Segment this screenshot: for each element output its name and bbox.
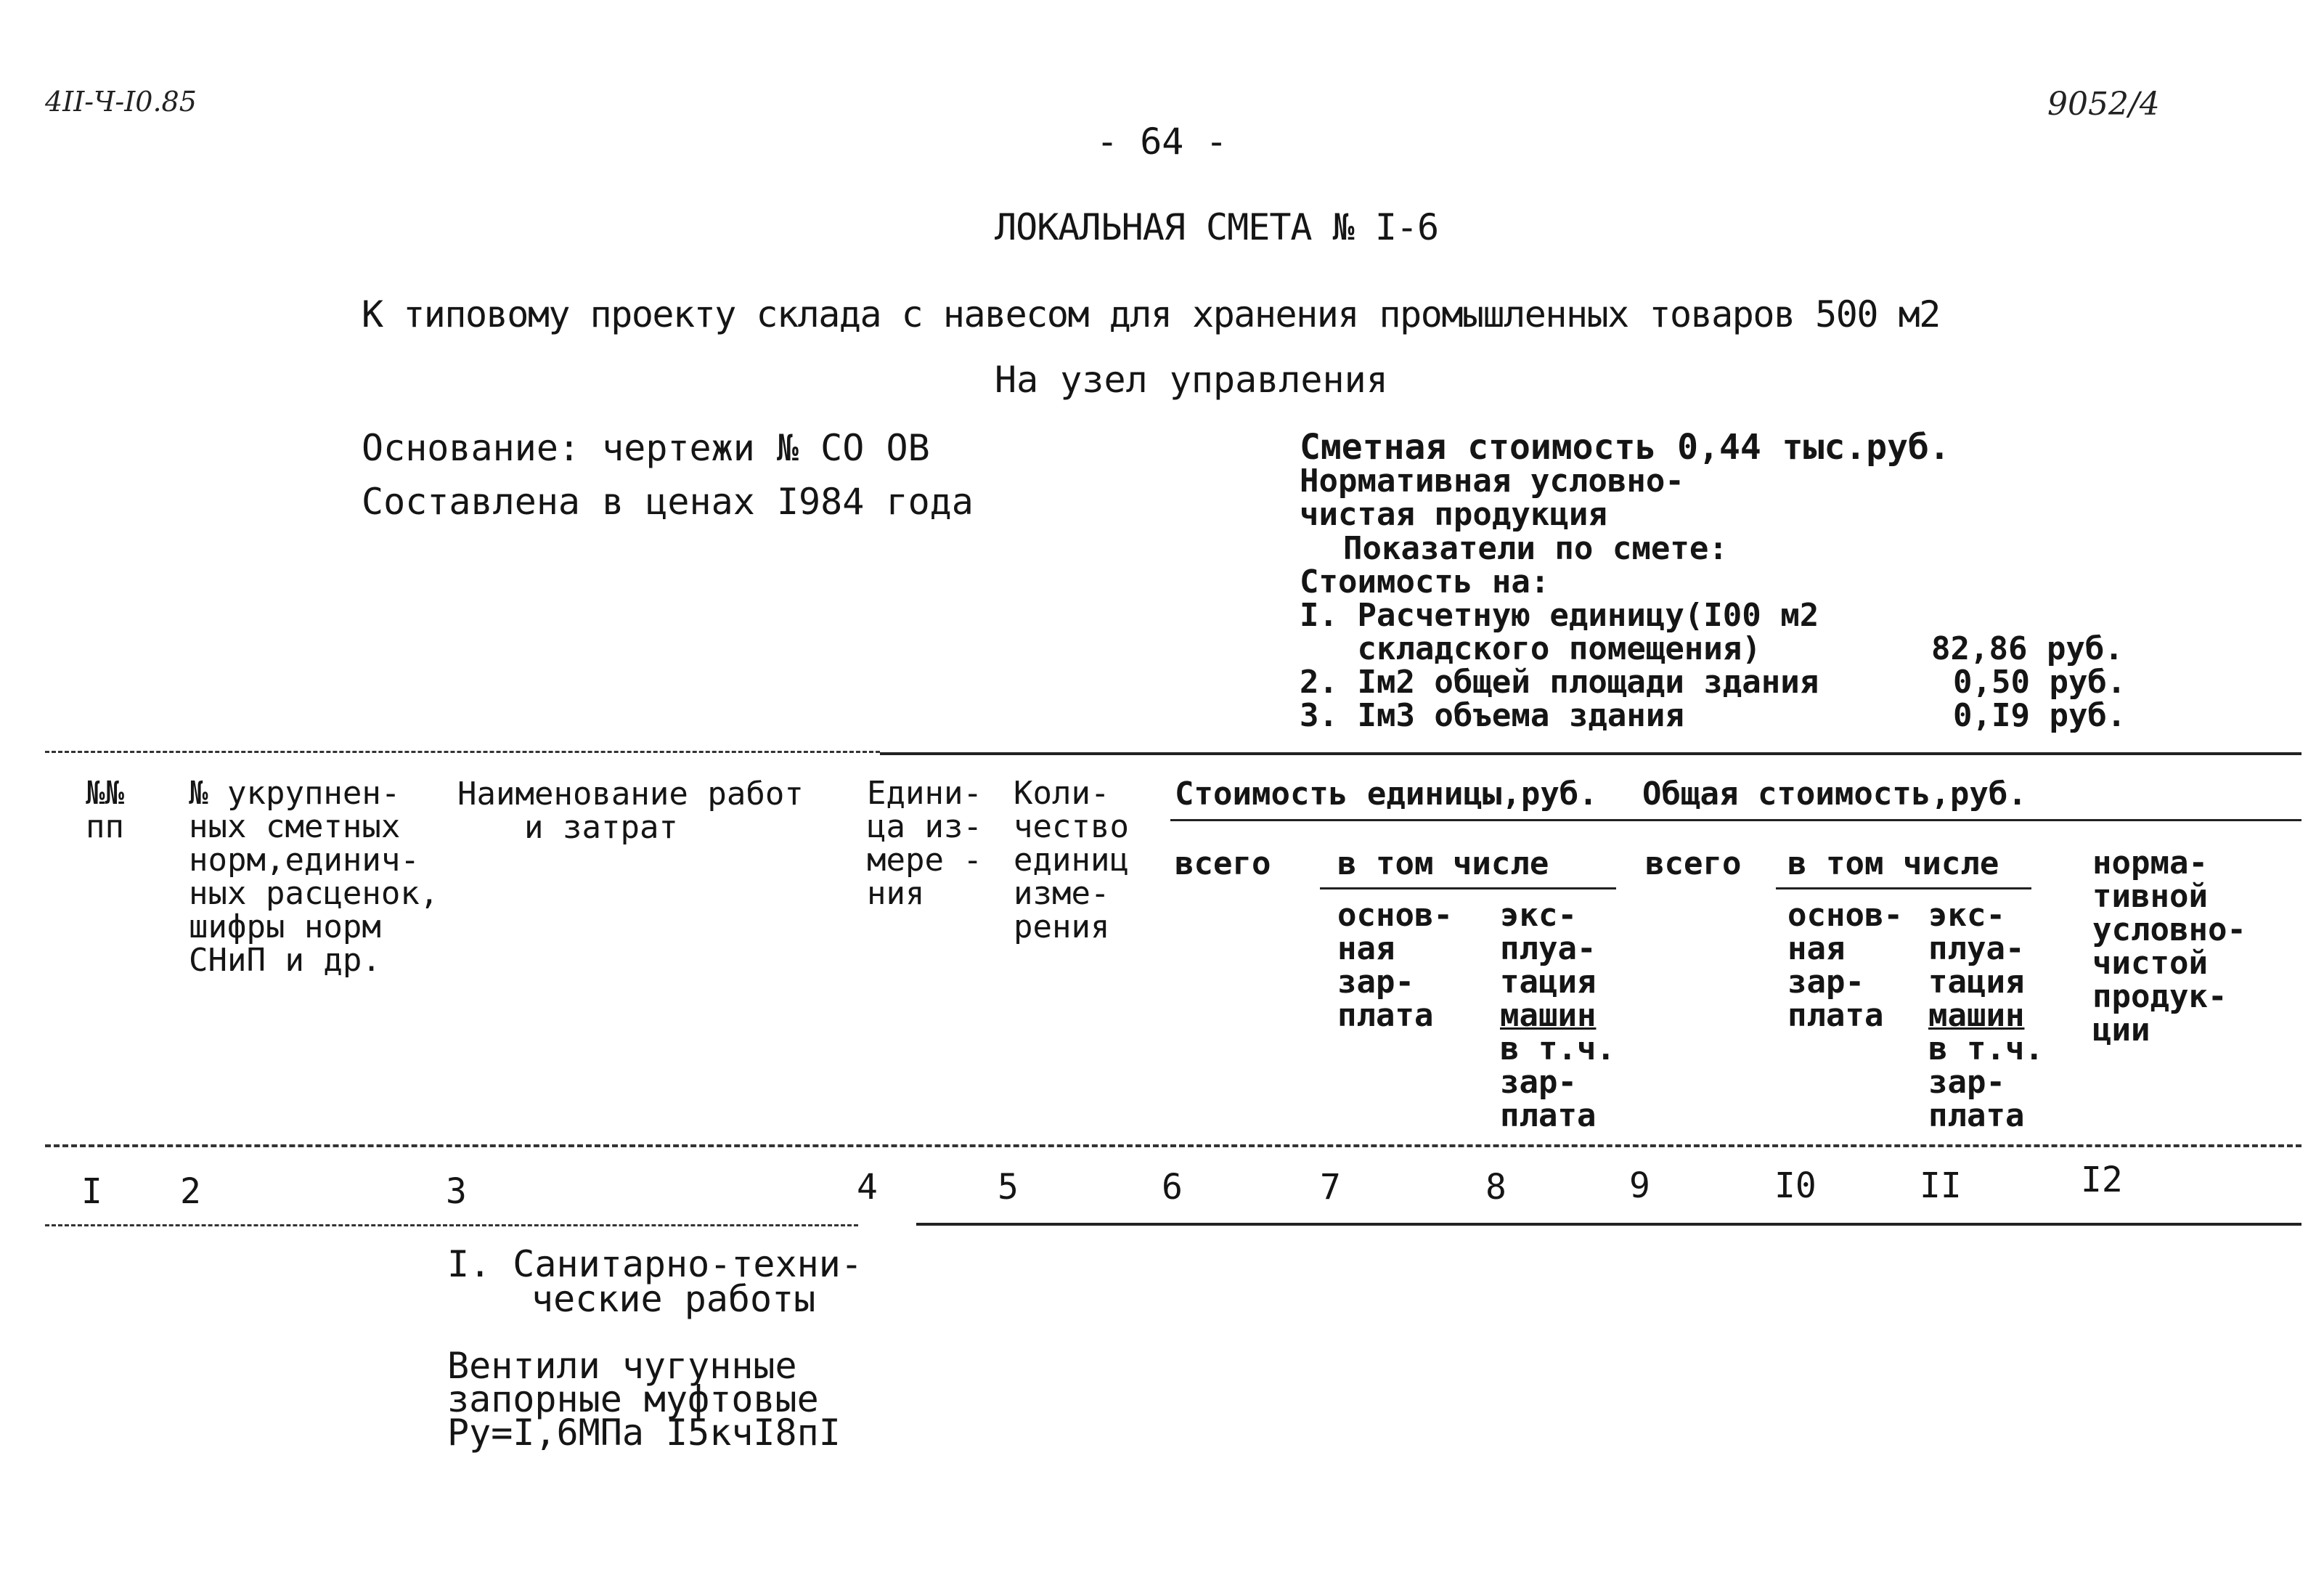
col2-line: норм,единич-	[189, 842, 420, 879]
normative-header	[2092, 844, 2246, 1049]
page-number: - 64 -	[1096, 121, 1228, 163]
section-heading: I. Санитарно-техни-	[447, 1243, 863, 1285]
normative-line: продук-	[2092, 978, 2227, 1015]
machine-line: тация	[1500, 964, 1597, 1001]
col-header-works-2: и затрат	[524, 809, 678, 846]
col-header-number	[86, 777, 124, 844]
col2-line: шифры норм	[189, 908, 381, 945]
col-number: 8	[1485, 1167, 1506, 1208]
machine-line: экс-	[1928, 897, 2005, 934]
total-cost-header: Общая стоимость,руб.	[1642, 775, 2027, 813]
section-heading-2: ческие работы	[531, 1278, 816, 1320]
col-number: 6	[1162, 1167, 1183, 1208]
machine-line: плуа-	[1500, 930, 1597, 967]
indicator-2-label: 2. Iм2 общей площади здания	[1300, 664, 1819, 701]
basis-line: Основание: чертежи № СО ОВ	[362, 427, 930, 469]
col-number: 7	[1320, 1167, 1341, 1208]
basic-wage-line: зар-	[1337, 964, 1414, 1001]
col-header-quantity	[1014, 777, 1129, 944]
normative-line: ции	[2092, 1011, 2150, 1049]
col-header-unit	[867, 777, 982, 911]
normative-line: чистой	[2092, 945, 2208, 982]
incl-wage-line: зар-	[1500, 1064, 1577, 1101]
col2-line: СНиП и др.	[189, 942, 381, 979]
project-subtitle: К типовому проекту склада с навесом для хранения промышленных товаров 500 м2	[362, 293, 1940, 335]
work-item-line: запорные муфтовые	[447, 1378, 819, 1420]
col5-line: чество	[1014, 808, 1129, 845]
sheet-code: 9052/4	[2047, 86, 2160, 123]
normative-line: тивной	[2092, 878, 2208, 915]
col-number: 5	[998, 1167, 1019, 1208]
machine-line: плуа-	[1928, 930, 2025, 967]
col-number: 4	[857, 1167, 878, 1208]
normative-line: норма-	[2092, 844, 2208, 882]
basic-wage-line: основ-	[1337, 897, 1453, 934]
indicator-1-value: 82,86 руб.	[1931, 630, 2124, 667]
col4-line: ния	[867, 875, 925, 912]
total-machine-header	[1928, 899, 2044, 1133]
incl-wage-line: в т.ч.	[1500, 1030, 1615, 1067]
total-basic-wage-header	[1787, 899, 1903, 1033]
incl-wage-line: плата	[1500, 1097, 1597, 1134]
col-number: II	[1920, 1165, 1962, 1206]
basic-wage-line: ная	[1787, 930, 1846, 967]
normative-line: условно-	[2092, 911, 2246, 948]
col-number: 9	[1629, 1165, 1650, 1206]
indicators-label: Показатели по смете:	[1343, 530, 1728, 567]
prices-line: Составлена в ценах I984 года	[362, 481, 974, 523]
incl-wage-line: зар-	[1928, 1064, 2005, 1101]
col2-line: ных сметных	[189, 808, 401, 845]
col-number: I	[81, 1171, 102, 1212]
machine-line: экс-	[1500, 897, 1577, 934]
unit-incl-header: в том числе	[1337, 845, 1549, 882]
basic-wage-line: основ-	[1787, 897, 1903, 934]
unit-incl-rule	[1320, 887, 1616, 889]
indicator-3-value: 0,I9 руб.	[1953, 697, 2127, 734]
machine-line: машин	[1928, 997, 2025, 1034]
col4-line: ца из-	[867, 808, 982, 845]
indicator-1-label: I. Расчетную единицу(I00 м2	[1300, 597, 1819, 634]
col5-line: Коли-	[1014, 775, 1110, 812]
unit-basic-wage-header	[1337, 899, 1453, 1033]
table-top-rule	[880, 752, 2301, 755]
cost-group-rule	[1170, 819, 2301, 821]
estimated-cost: Сметная стоимость 0,44 тыс.руб.	[1300, 427, 1950, 468]
table-top-rule-left	[45, 751, 880, 753]
indicator-3-label: 3. Iм3 объема здания	[1300, 697, 1684, 734]
indicator-2-value: 0,50 руб.	[1953, 664, 2127, 701]
normative-net-product	[1300, 465, 1684, 532]
incl-wage-line: в т.ч.	[1928, 1030, 2044, 1067]
archive-code: 4II-Ч-I0.85	[45, 86, 197, 118]
work-item	[447, 1345, 841, 1454]
work-item-line: Вентили чугунные	[447, 1345, 797, 1387]
basic-wage-line: плата	[1337, 997, 1434, 1034]
basic-wage-line: плата	[1787, 997, 1884, 1034]
numbers-rule-left	[45, 1224, 858, 1226]
basic-wage-line: ная	[1337, 930, 1395, 967]
col5-line: изме-	[1014, 875, 1110, 912]
col2-line: ных расценок,	[189, 875, 439, 912]
col-number: I2	[2081, 1160, 2123, 1200]
incl-wage-line: плата	[1928, 1097, 2025, 1134]
unit-total-header: всего	[1175, 845, 1271, 882]
indicator-1b-label: складского помещения)	[1300, 630, 1761, 667]
col1-line: №№	[86, 775, 124, 812]
total-total-header: всего	[1645, 845, 1742, 882]
col5-line: рения	[1014, 908, 1110, 945]
work-item-line: Ру=I,6МПа I5кчI8пI	[447, 1412, 841, 1454]
basic-wage-line: зар-	[1787, 964, 1864, 1001]
col-number: 3	[446, 1171, 467, 1212]
total-incl-header: в том числе	[1787, 845, 1999, 882]
document-title: ЛОКАЛЬНАЯ СМЕТА № I-6	[995, 206, 1439, 248]
col-header-norms	[189, 777, 439, 977]
col4-line: мере -	[867, 842, 982, 879]
object-name: На узел управления	[995, 359, 1388, 401]
col-number: 2	[180, 1171, 201, 1212]
numbers-rule	[916, 1223, 2301, 1226]
normative-line-1: Нормативная условно-	[1300, 463, 1684, 500]
machine-line: машин	[1500, 997, 1597, 1034]
cost-per-label: Стоимость на:	[1300, 563, 1550, 600]
col1-line: пп	[86, 808, 124, 845]
col-number: I0	[1774, 1165, 1817, 1206]
normative-line-2: чистая продукция	[1300, 496, 1607, 533]
unit-cost-header: Стоимость единицы,руб.	[1175, 775, 1598, 813]
machine-line: тация	[1928, 964, 2025, 1001]
header-bottom-rule	[45, 1144, 2301, 1147]
col-header-works: Наименование работ	[457, 775, 804, 813]
col5-line: единиц	[1014, 842, 1129, 879]
unit-machine-header	[1500, 899, 1615, 1133]
col4-line: Едини-	[867, 775, 982, 812]
total-incl-rule	[1776, 887, 2031, 889]
col2-line: № укрупнен-	[189, 775, 401, 812]
